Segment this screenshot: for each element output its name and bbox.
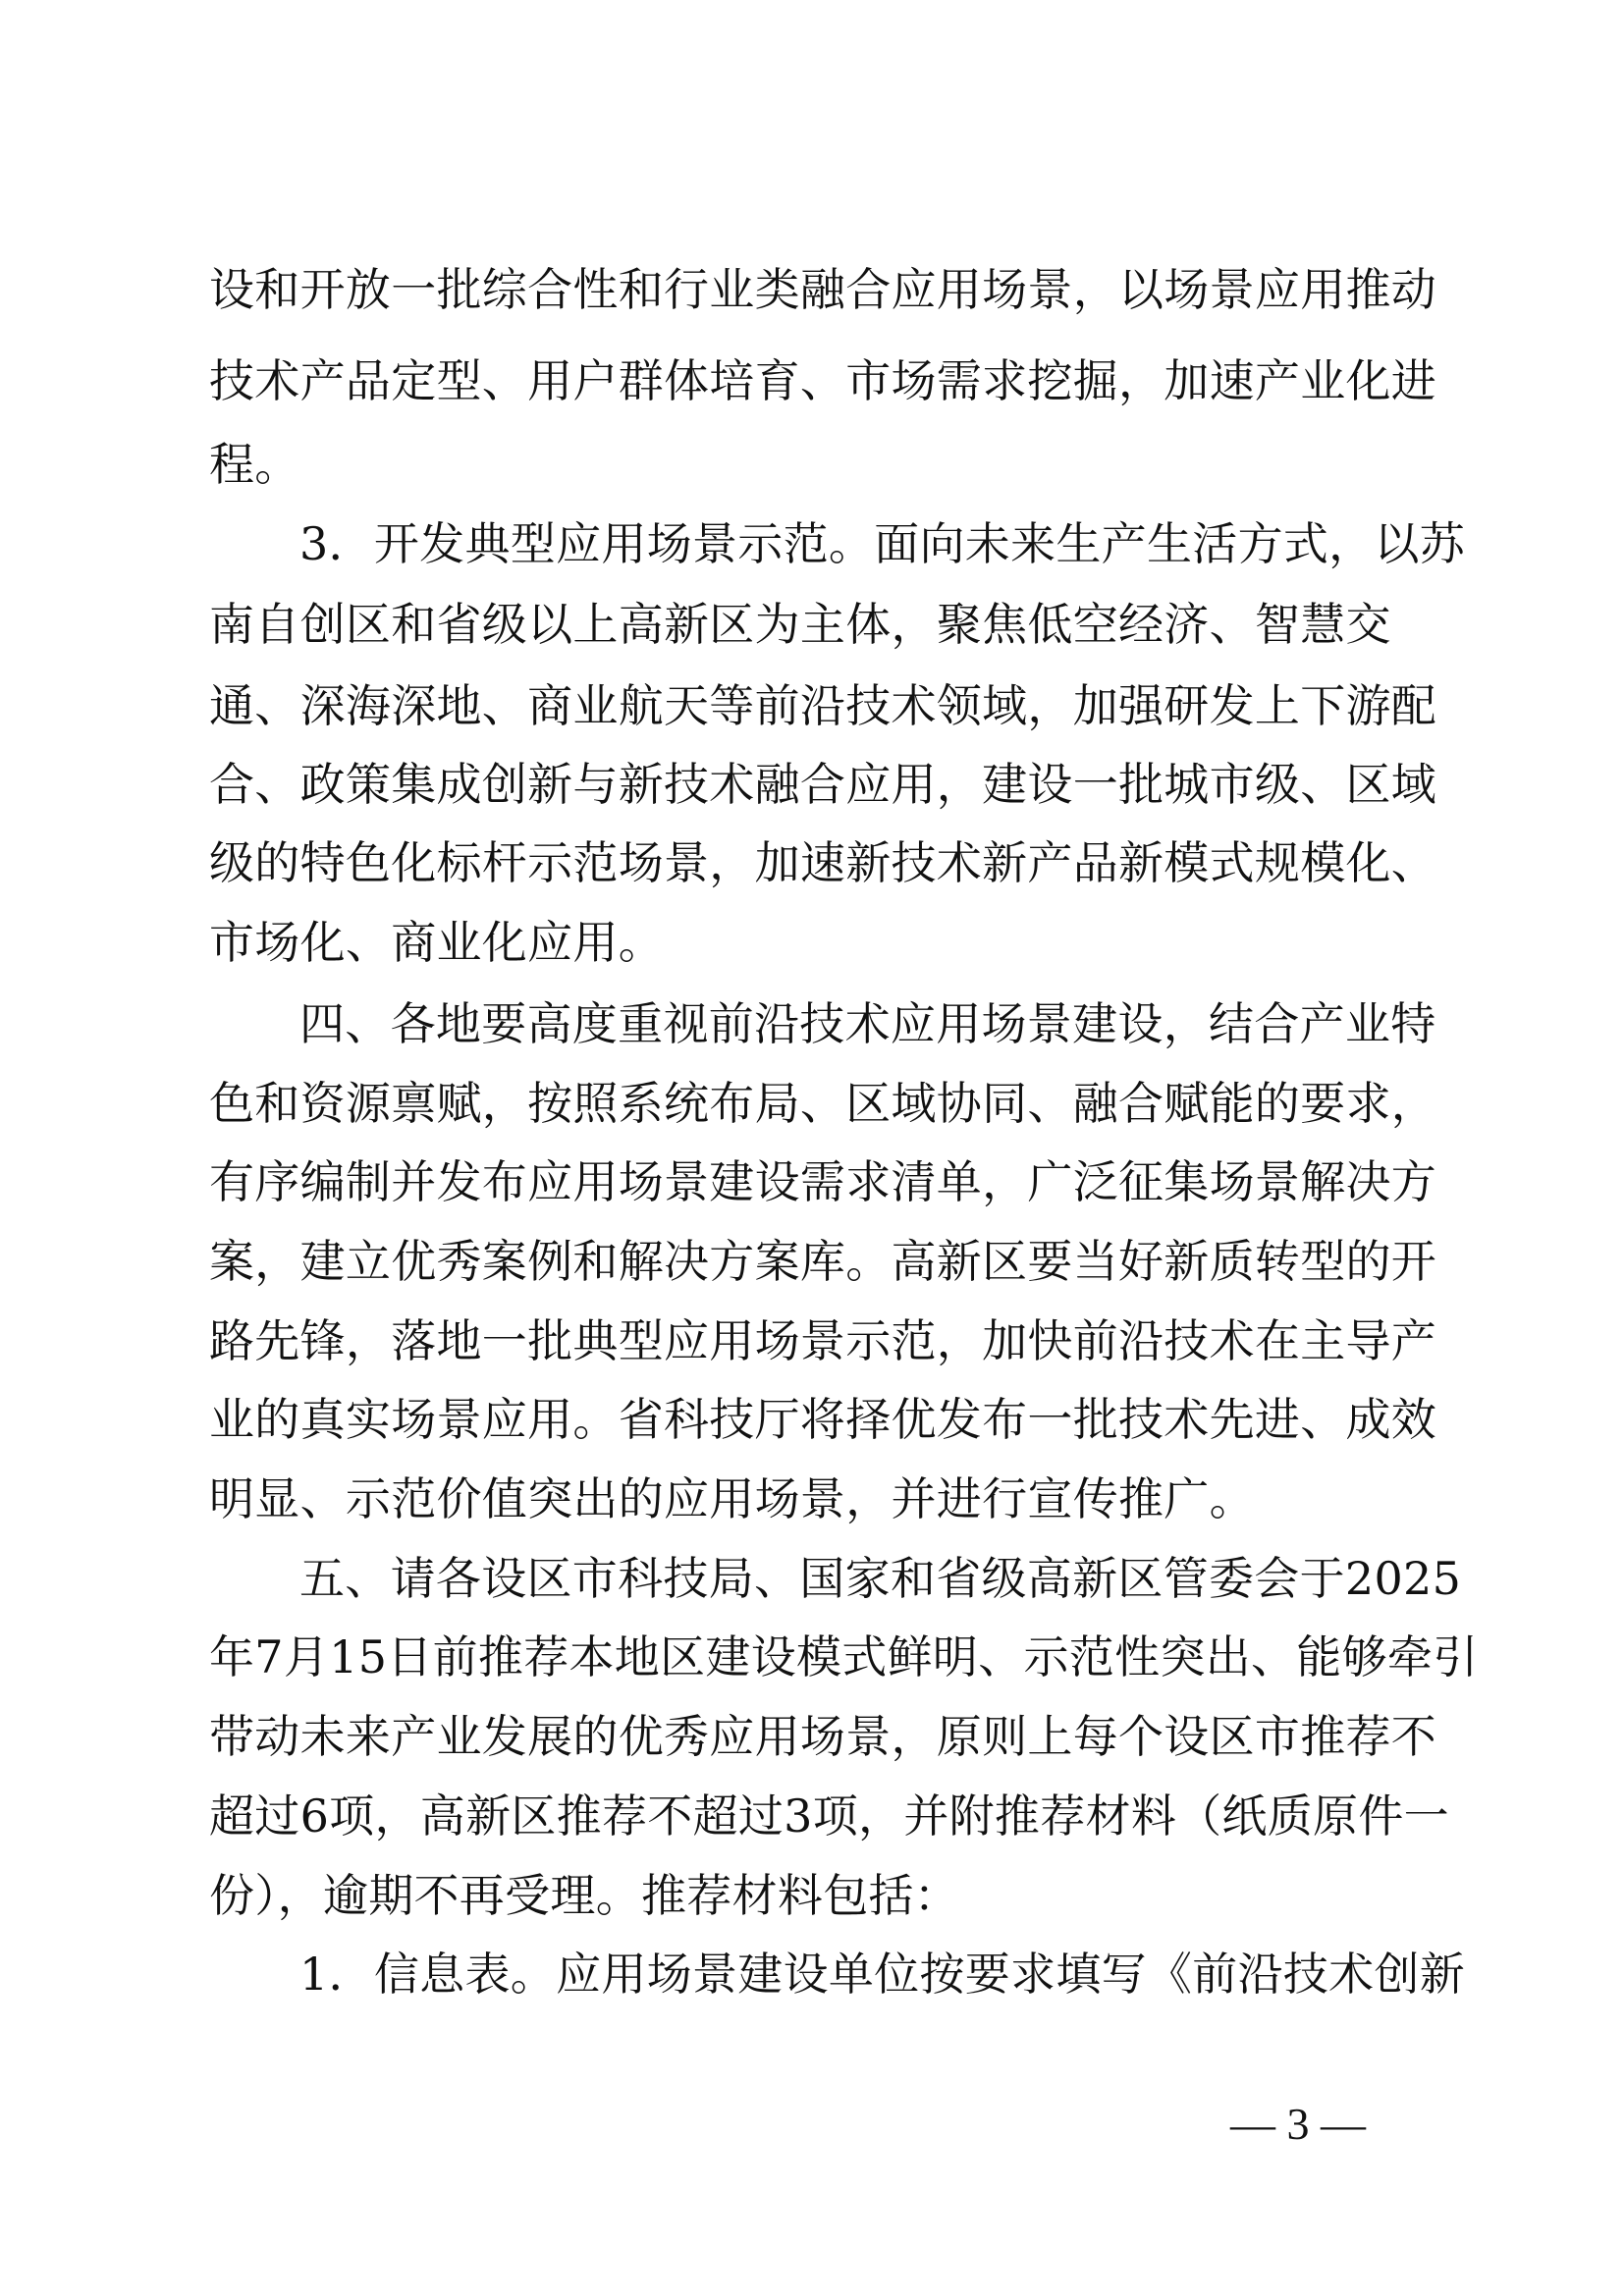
body-text-line: 明显、示范价值突出的应用场景，并进行宣传推广。	[209, 1472, 1255, 1525]
body-text-line: 带动未来产业发展的优秀应用场景，原则上每个设区市推荐不	[209, 1710, 1437, 1763]
body-text-line: 南自创区和省级以上高新区为主体，聚焦低空经济、智慧交	[209, 598, 1391, 651]
body-text-line: 市场化、商业化应用。	[209, 916, 664, 969]
body-text-line: 通、深海深地、商业航天等前沿技术领域，加强研发上下游配	[209, 679, 1437, 732]
body-text-line: 1．信息表。应用场景建设单位按要求填写《前沿技术创新	[299, 1948, 1466, 2001]
body-text-line: 程。	[209, 438, 300, 491]
body-text-line: 技术产品定型、用户群体培育、市场需求挖掘，加速产业化进	[209, 354, 1437, 407]
body-text-line: 3．开发典型应用场景示范。面向未来生产生活方式，以苏	[299, 517, 1466, 570]
body-text-line: 案，建立优秀案例和解决方案库。高新区要当好新质转型的开	[209, 1235, 1437, 1288]
body-text-line: 有序编制并发布应用场景建设需求清单，广泛征集场景解决方	[209, 1155, 1437, 1208]
body-text-line: 级的特色化标杆示范场景，加速新技术新产品新模式规模化、	[209, 836, 1437, 889]
body-text-line: 年7月15日前推荐本地区建设模式鲜明、示范性突出、能够牵引	[209, 1630, 1479, 1683]
body-text-line: 份），逾期不再受理。推荐材料包括：	[209, 1869, 960, 1922]
body-text-line: 设和开放一批综合性和行业类融合应用场景，以场景应用推动	[209, 263, 1437, 316]
body-text-line: 四、各地要高度重视前沿技术应用场景建设，结合产业特	[299, 997, 1436, 1050]
body-text-line: 合、政策集成创新与新技术融合应用，建设一批城市级、区域	[209, 758, 1437, 811]
body-text-line: 色和资源禀赋，按照系统布局、区域协同、融合赋能的要求，	[209, 1077, 1437, 1130]
body-text-line: 业的真实场景应用。省科技厅将择优发布一批技术先进、成效	[209, 1393, 1437, 1446]
body-text-line: 五、请各设区市科技局、国家和省级高新区管委会于2025	[299, 1552, 1462, 1605]
body-text-line: 超过6项，高新区推荐不超过3项，并附推荐材料（纸质原件一	[209, 1789, 1449, 1842]
body-text-line: 路先锋，落地一批典型应用场景示范，加快前沿技术在主导产	[209, 1314, 1437, 1367]
page-number: — 3 —	[1230, 2099, 1366, 2149]
